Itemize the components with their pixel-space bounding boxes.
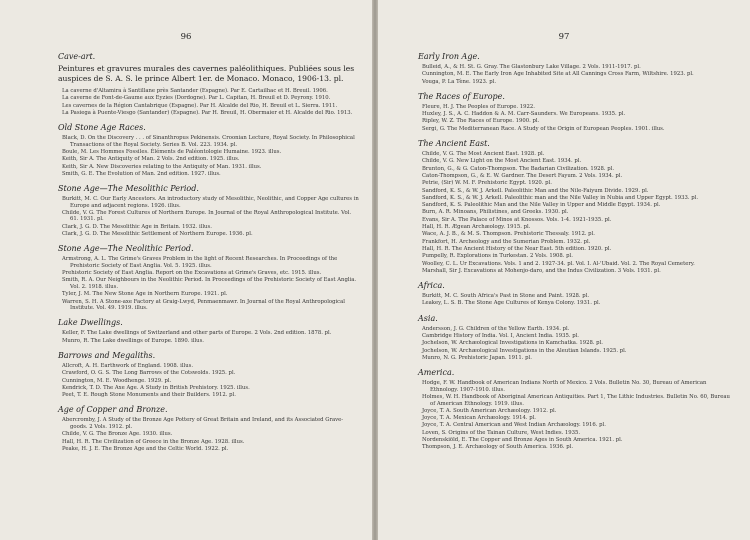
section-spacer xyxy=(58,117,360,119)
bibliography-entry: Childe, V. G. The Bronze Age. 1930. illus. xyxy=(62,431,173,438)
bibliography-entry: Smith, R. A. Our Neighbours in the Neolithic Period. In Proceedings of the Prehistoric Society of East Anglia. Vol. 2. 1918. illus. xyxy=(62,277,357,290)
section-heading: Early Iron Age. xyxy=(418,52,480,61)
section-intro: Peintures et gravures murales des cavernes paléolithiques. Publiées sous les auspices de S. A. S. le prince Albert 1er. de Monaco. Monaco, 1906-13. pl. xyxy=(58,64,355,83)
section-spacer xyxy=(58,178,360,180)
bibliography-entry: Leakey, L. S. B. The Stone Age Cultures of Kenya Colony. 1931. pl. xyxy=(422,300,601,307)
section-spacer xyxy=(418,308,736,310)
bibliography-entry: Les cavernes de la Région Cantabrique (Espagne). Par H. Alcalde del Rio, H. Breuil et L. Sierra. 1911. xyxy=(62,102,338,109)
left-page-content xyxy=(58,52,360,455)
bibliography-entry: Andersson, J. G. Children of the Yellow Earth. 1934. pl. xyxy=(422,325,570,332)
page-number: 96 xyxy=(180,32,192,42)
bibliography-entry: Childe, V. G. The Most Ancient East. 1928. pl. xyxy=(422,151,545,158)
section-heading: Lake Dwellings. xyxy=(58,318,123,328)
bibliography-entry: Peet, T. E. Rough Stone Monuments and their Builders. 1912. pl. xyxy=(62,392,236,399)
bibliography-entry: Joyce, T. A. Mexican Archæology. 1914. pl. xyxy=(422,415,536,422)
bibliography-entry: Kendrick, T. D. The Axe Age. A Study in British Prehistory. 1925. illus. xyxy=(62,384,250,391)
bibliography-entry: Bulleid, A., & H. St. G. Gray. The Glastonbury Lake Village. 2 Vols. 1911-1917. pl. xyxy=(422,64,641,70)
bibliography-section xyxy=(58,244,360,314)
page-number: 97 xyxy=(558,32,570,42)
bibliography-entry: Jochelson, W. Archæological Investigations in Kamchatka. 1928. pl. xyxy=(422,340,603,347)
bibliography-entry: Warren, S. H. A Stone-axe Factory at Graig-Lwyd, Penmaenmawr. In Journal of the Royal Anthropological Institute. Vol. 49. 1919. illus. xyxy=(62,298,345,312)
section-heading: The Races of Europe. xyxy=(418,91,505,101)
bibliography-entry: La Pasiega à Puente-Viesgo (Santander) (Espagne). Par H. Breuil, H. Obermaier et H. Alcalde del Rio. 1913. xyxy=(62,109,353,116)
bibliography-entry: Abercromby, J. A Study of the Bronze Age Pottery of Great Britain and Ireland, and its Associated Grave-goods. 2 Vols. 1912. pl. xyxy=(62,417,344,430)
section-heading: Asia. xyxy=(418,313,438,323)
bibliography-entry: Evans, Sir A. The Palace of Minos at Knossos. Vols. 1-4. 1921-1935. pl. xyxy=(422,216,612,223)
bibliography-entry: Childe, V. G. New Light on the Most Ancient East. 1934. pl. xyxy=(422,158,582,165)
bibliography-entry: Pumpelly, R. Explorations in Turkestan. 2 Vols. 1908. pl. xyxy=(422,253,573,260)
section-heading: Cave-art. xyxy=(58,52,96,61)
bibliography-entry: Loven, S. Origins of the Tainan Culture, West Indies. 1935. xyxy=(422,429,581,436)
bibliography-entry: Petrie, (Sir) W. M. F. Prehistoric Egypt. 1920. pl. xyxy=(422,180,552,187)
bibliography-entry: Sandford, K. S., & W. J. Arkell. Paleolithic Man and the Nile-Faiyum Divide. 1929. pl. xyxy=(422,187,649,194)
right-page xyxy=(378,0,750,540)
bibliography-entry: Fleure, H. J. The Peoples of Europe. 1922. xyxy=(422,103,535,110)
section-spacer xyxy=(58,312,360,314)
bibliography-entry: Sandford, K. S., & W. J. Arkell. Paleolithic man and the Nile Valley in Nubia and Upper Egypt. 1933. pl. xyxy=(422,194,699,201)
bibliography-entry: Caton-Thompson, G., & E. W. Gardner. The Desert Fayum. 2 Vols. 1934. pl. xyxy=(422,172,623,179)
section-spacer xyxy=(418,452,736,454)
bibliography-entry: Munro, R. The Lake dwellings of Europe. 1890. illus. xyxy=(62,337,204,344)
bibliography-entry: Burkitt, M. C. Our Early Ancestors. An introductory study of Mesolithic, Neolithic, and Copper Age cultures in Europe and adjacent regions. 1926. illus. xyxy=(62,196,359,209)
bibliography-section xyxy=(418,92,736,135)
bibliography-section xyxy=(418,368,736,453)
bibliography-entry: Armstrong, A. L. The Grime's Graves Problem in the light of Recent Researches. In Proceedings of the Prehistoric Society of East Anglia. Vol. 5. 1925. illus. xyxy=(62,256,338,269)
section-heading: Stone Age—The Neolithic Period. xyxy=(58,244,194,254)
right-page-content xyxy=(418,52,736,454)
section-heading: Old Stone Age Races. xyxy=(58,123,146,133)
bibliography-entry: Burkitt, M. C. South Africa's Past in Stone and Paint. 1928. pl. xyxy=(422,293,590,300)
section-spacer xyxy=(418,133,736,135)
section-spacer xyxy=(58,345,360,347)
bibliography-entry: Boule, M. Les Hommes Fossiles. Éléments de Paléontologie Humaine. 1923. illus. xyxy=(62,148,282,155)
bibliography-entry: Huxley, J. S., A. C. Haddon & A. M. Carr-Saunders. We Europeans. 1935. pl. xyxy=(422,111,626,118)
bibliography-entry: Crawford, O. G. S. The Long Barrows of the Cotswolds. 1925. pl. xyxy=(62,370,236,377)
bibliography-entry: Sergi, G. The Mediterranean Race. A Study of the Origin of European Peoples. 1901. illus. xyxy=(422,125,665,132)
section-spacer xyxy=(418,362,736,364)
bibliography-entry: Tyler, J. M. The New Stone Age in Northern Europe. 1921. pl. xyxy=(62,291,228,298)
bibliography-entry: Clark, J. G. D. The Mesolithic Settlement of Northern Europe. 1936. pl. xyxy=(62,231,253,238)
bibliography-entry: Cunnington, M. E. Woodhenge. 1929. pl. xyxy=(62,377,172,384)
bibliography-entry: Frankfort, H. Archeology and the Sumerian Problem. 1932. pl. xyxy=(422,238,591,245)
bibliography-section xyxy=(418,52,736,88)
bibliography-entry: Burn, A. R. Minoans, Philistines, and Greeks. 1930. pl. xyxy=(422,209,569,216)
bibliography-entry: Sandford, K. S. Paleolithic Man and the Nile Valley in Upper and Middle Egypt. 1934. pl. xyxy=(422,202,661,209)
section-heading: The Ancient East. xyxy=(418,139,490,149)
bibliography-entry: Keller, F. The Lake dwellings of Switzerland and other parts of Europe. 2 Vols. 2nd edition. 1878. pl. xyxy=(62,330,332,337)
section-spacer xyxy=(58,453,360,455)
bibliography-entry: Thompson, J. E. Archæology of South America. 1936. pl. xyxy=(422,444,574,451)
bibliography-entry: Black, D. On the Discovery . . . of Sinanthropus Pekinensis. Croonian Lecture, Royal Society. In Philosophical Transactions of the Royal Society. Series B. Vol. 223. 1934. pl. xyxy=(62,135,355,148)
bibliography-entry: Clark, J. G. D. The Mesolithic Age in Britain. 1932. illus. xyxy=(62,223,212,230)
bibliography-section xyxy=(58,52,360,119)
bibliography-entry: Cambridge History of India. Vol. I, Ancient India. 1935. pl. xyxy=(422,333,579,340)
bibliography-entry: Prehistoric Society of East Anglia. Report on the Excavations at Grime's Graves, etc. 1915. illus. xyxy=(62,270,322,277)
bibliography-entry: Hodge, F. W. Handbook of American Indians North of Mexico. 2 Vols. Bulletin No. 30, Bureau of American Ethnology. 1907-1910. illus. xyxy=(422,380,707,393)
bibliography-entry: Nordenskiöld, E. The Copper and Bronze Ages in South America. 1921. pl. xyxy=(422,436,623,443)
bibliography-section xyxy=(418,314,736,364)
bibliography-entry: Joyce, T. A. Central American and West Indian Archæology. 1916. pl. xyxy=(422,422,606,429)
section-heading: America. xyxy=(418,368,455,378)
bibliography-entry: La caverne d'Altamira à Santillane près Santander (Espagne). Par E. Cartailhac et H. Breuil. 1906. xyxy=(62,88,328,94)
bibliography-entry: Munro, N. G. Prehistoric Japan. 1911. pl. xyxy=(422,354,532,361)
bibliography-entry: Wace, A. J. B., & M. S. Thompson. Prehistoric Thessaly. 1912. pl. xyxy=(422,231,595,238)
bibliography-entry: Hall, H. R. The Ancient History of the Near East. 5th edition. 1920. pl. xyxy=(422,245,612,252)
section-heading: Barrows and Megaliths. xyxy=(58,350,156,360)
bibliography-entry: La caverne de Font-de-Gaume aux Eyzies (Dordogne). Par L. Capitan, H. Breuil et D. Peyrony. 1910. xyxy=(62,95,331,102)
bibliography-entry: Jochelson, W. Archæological Investigations in the Aleutian Islands. 1925. pl. xyxy=(422,347,627,354)
bibliography-entry: Woolley, C. L. Ur Excavations. Vols. 1 and 2. 1927-34. pl. Vol. I. Al-'Ubaid. Vol. 2. The Royal Cemetery. xyxy=(422,260,695,267)
bibliography-entry: Joyce, T. A. South American Archæology. 1912. pl. xyxy=(422,407,557,414)
section-spacer xyxy=(58,238,360,240)
section-heading: Africa. xyxy=(418,281,445,291)
bibliography-entry: Peake, H. J. E. The Bronze Age and the Celtic World. 1922. pl. xyxy=(62,445,229,452)
bibliography-entry: Hall, H. R. Ægean Archæology. 1915. pl. xyxy=(422,224,531,231)
section-spacer xyxy=(418,275,736,277)
bibliography-entry: Ripley, W. Z. The Races of Europe. 1900. pl. xyxy=(422,118,540,125)
bibliography-entry: Smith, G. E. The Evolution of Man. 2nd edition. 1927. illus. xyxy=(62,170,221,177)
bibliography-entry: Brunton, G., & G. Caton-Thompson. The Badarian Civilization. 1928. pl. xyxy=(422,165,615,172)
section-heading: Age of Copper and Bronze. xyxy=(58,405,168,415)
bibliography-section xyxy=(58,351,360,401)
bibliography-entry: Keith, Sir A. New Discoveries relating to the Antiquity of Man. 1931. illus. xyxy=(62,163,262,170)
left-page xyxy=(0,0,372,540)
bibliography-section xyxy=(418,281,736,310)
bibliography-section xyxy=(58,123,360,180)
bibliography-entry: Keith, Sir A. The Antiquity of Man. 2 Vols. 2nd edition. 1925. illus. xyxy=(62,156,240,163)
bibliography-entry: Marshall, Sir J. Excavations at Mohenjo-daro, and the Indus Civilization. 3 Vols. 1931. pl. xyxy=(422,267,661,274)
bibliography-entry: Vouga, P. La Tène. 1923. pl. xyxy=(422,78,497,85)
bibliography-entry: Hall, H. R. The Civilization of Greece in the Bronze Age. 1928. illus. xyxy=(62,438,245,445)
bibliography-entry: Allcroft, A. H. Earthwork of England. 1908. illus. xyxy=(62,362,194,369)
section-heading: Stone Age—The Mesolithic Period. xyxy=(58,184,199,194)
section-spacer xyxy=(58,399,360,401)
section-spacer xyxy=(418,86,736,88)
bibliography-section xyxy=(58,405,360,455)
bibliography-entry: Childe, V. G. The Forest Cultures of Northern Europe. In Journal of the Royal Anthropological Institute. Vol. 61. 1931. pl. xyxy=(62,209,352,223)
bibliography-section xyxy=(58,318,360,347)
bibliography-entry: Holmes, W. H. Handbook of Aboriginal American Antiquities. Part 1, The Lithic Industries. Bulletin No. 60, Bureau of American Ethnology. 1919. illus. xyxy=(422,394,730,407)
bibliography-section xyxy=(58,184,360,240)
bibliography-entry: Cunnington, M. E. The Early Iron Age Inhabited Site at All Cannings Cross Farm, Wiltshire. 1923. pl. xyxy=(422,71,694,78)
bibliography-section xyxy=(418,139,736,277)
